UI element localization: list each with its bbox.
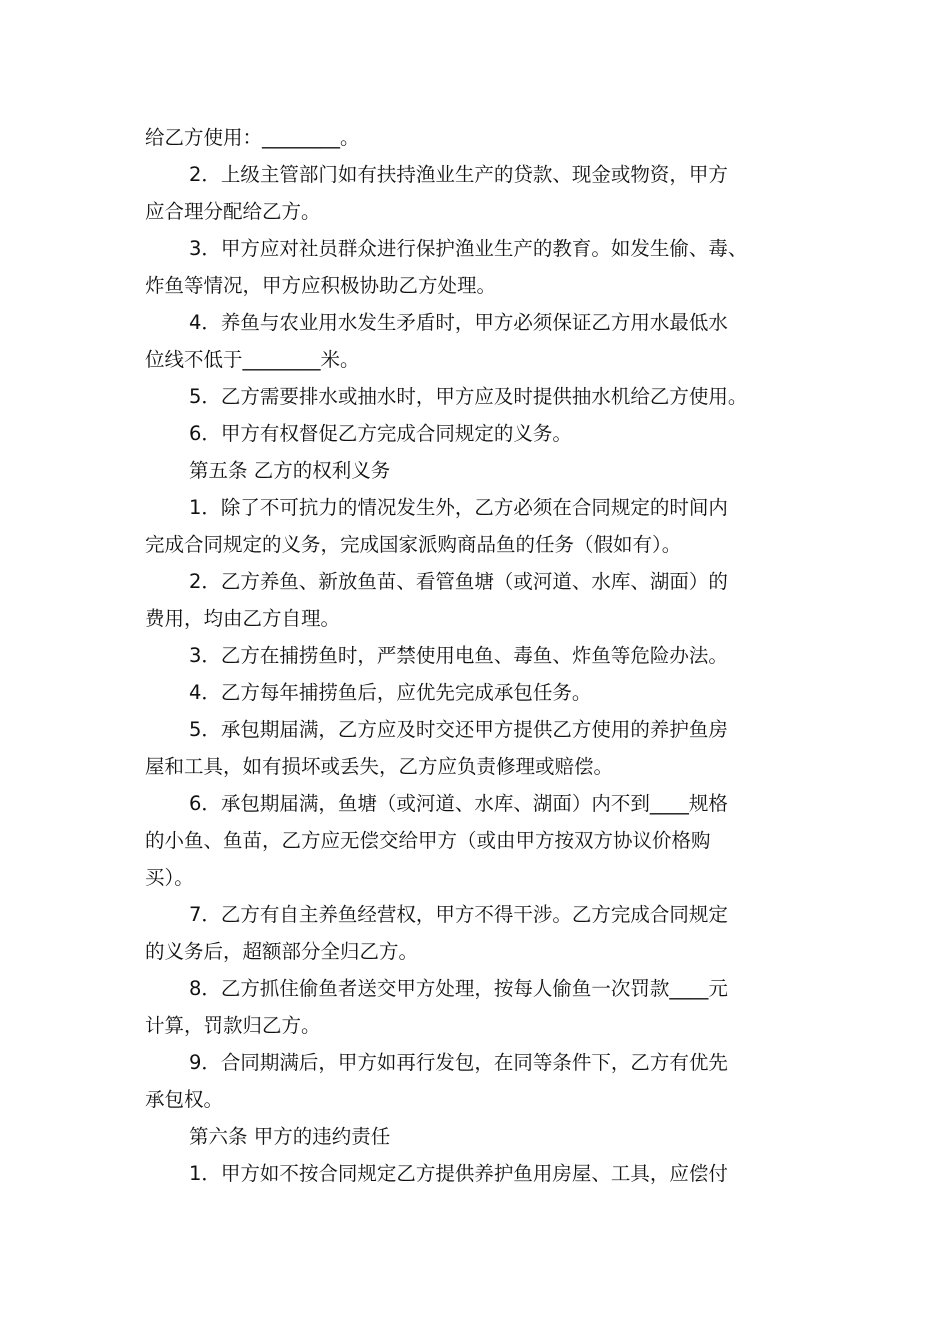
text-line: 完成合同规定的义务，完成国家派购商品鱼的任务（假如有）。 bbox=[145, 533, 682, 556]
text-line: 6．承包期届满，鱼塘（或河道、水库、湖面）内不到____规格 bbox=[189, 792, 728, 815]
text-line: 计算，罚款归乙方。 bbox=[145, 1014, 321, 1037]
text-line: 买）。 bbox=[145, 866, 194, 889]
text-line: 1．除了不可抗力的情况发生外，乙方必须在合同规定的时间内 bbox=[189, 496, 728, 519]
text-line: 给乙方使用：________。 bbox=[145, 126, 360, 149]
document-body bbox=[145, 119, 813, 1192]
text-line: 承包权。 bbox=[145, 1088, 224, 1111]
text-line: 7．乙方有自主养鱼经营权，甲方不得干涉。乙方完成合同规定 bbox=[189, 903, 728, 926]
text-line: 5．乙方需要排水或抽水时，甲方应及时提供抽水机给乙方使用。 bbox=[189, 385, 748, 408]
text-line: 第六条 甲方的违约责任 bbox=[189, 1125, 391, 1148]
text-line: 6．甲方有权督促乙方完成合同规定的义务。 bbox=[189, 422, 572, 445]
text-line: 2．上级主管部门如有扶持渔业生产的贷款、现金或物资，甲方 bbox=[189, 163, 728, 186]
text-line: 3．甲方应对社员群众进行保护渔业生产的教育。如发生偷、毒、 bbox=[189, 237, 748, 260]
text-line: 8．乙方抓住偷鱼者送交甲方处理，按每人偷鱼一次罚款____元 bbox=[189, 977, 728, 1000]
text-line: 位线不低于________米。 bbox=[145, 348, 360, 371]
text-line: 9．合同期满后，甲方如再行发包，在同等条件下，乙方有优先 bbox=[189, 1051, 728, 1074]
text-line: 1．甲方如不按合同规定乙方提供养护鱼用房屋、工具，应偿付 bbox=[189, 1162, 728, 1185]
text-line: 费用，均由乙方自理。 bbox=[145, 607, 341, 630]
text-line: 应合理分配给乙方。 bbox=[145, 200, 321, 223]
text-line: 4．养鱼与农业用水发生矛盾时，甲方必须保证乙方用水最低水 bbox=[189, 311, 728, 334]
text-line: 的小鱼、鱼苗，乙方应无偿交给甲方（或由甲方按双方协议价格购 bbox=[145, 829, 711, 852]
text-line: 屋和工具，如有损坏或丢失，乙方应负责修理或赔偿。 bbox=[145, 755, 614, 778]
text-line: 2．乙方养鱼、新放鱼苗、看管鱼塘（或河道、水库、湖面）的 bbox=[189, 570, 728, 593]
text-line: 3．乙方在捕捞鱼时，严禁使用电鱼、毒鱼、炸鱼等危险办法。 bbox=[189, 644, 728, 667]
text-line: 5．承包期届满，乙方应及时交还甲方提供乙方使用的养护鱼房 bbox=[189, 718, 728, 741]
text-line: 的义务后，超额部分全归乙方。 bbox=[145, 940, 419, 963]
text-line: 第五条 乙方的权利义务 bbox=[189, 459, 391, 482]
text-line: 4．乙方每年捕捞鱼后，应优先完成承包任务。 bbox=[189, 681, 592, 704]
text-line: 炸鱼等情况，甲方应积极协助乙方处理。 bbox=[145, 274, 497, 297]
